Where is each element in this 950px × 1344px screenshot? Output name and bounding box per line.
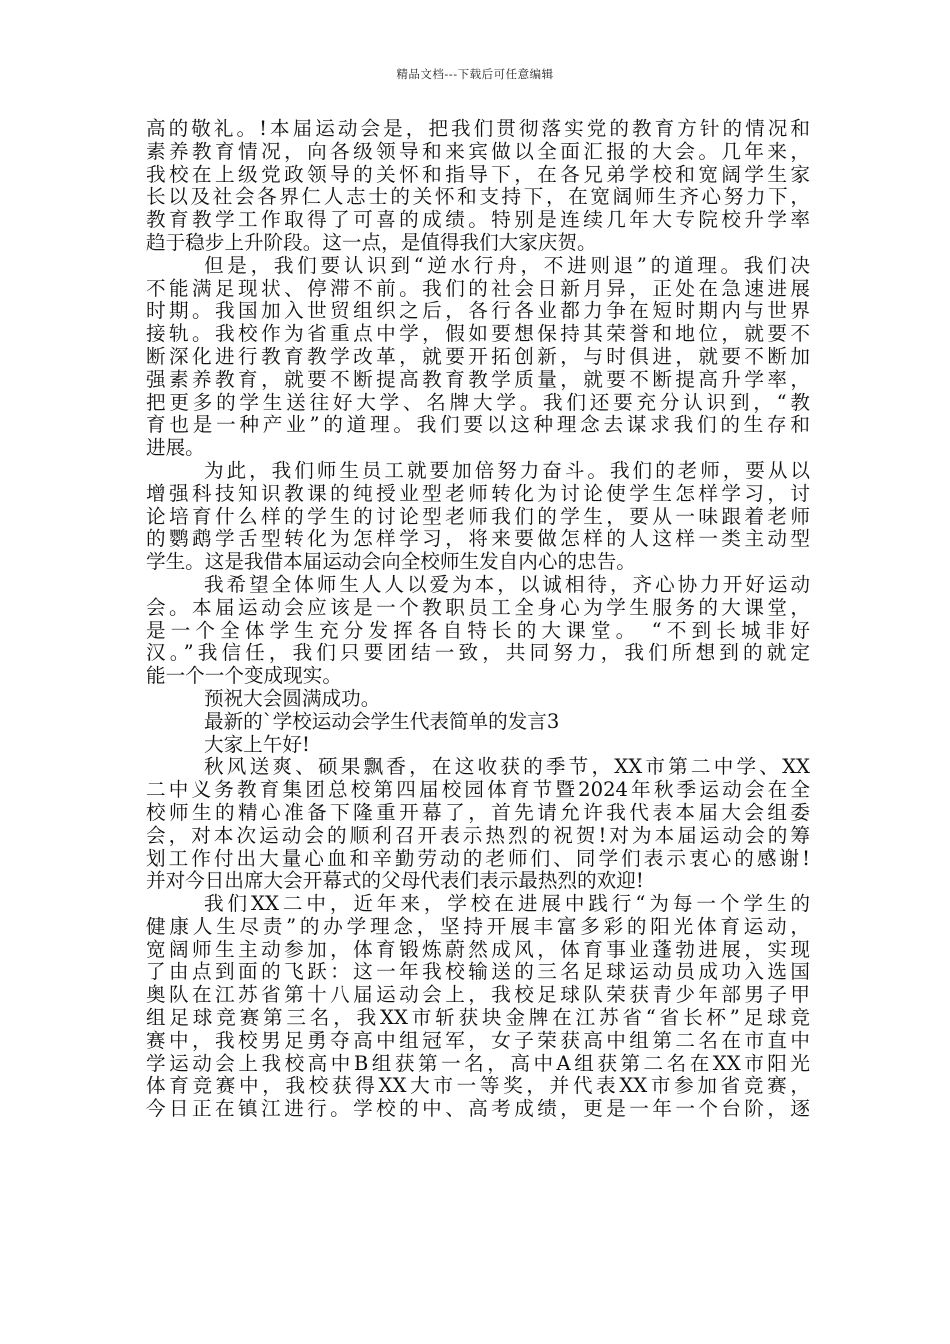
text-line: 并对今日出席大会开幕式的父母代表们表示最热烈的欢迎! — [146, 869, 644, 893]
text-line: 趋于稳步上升阶段。这一点，是值得我们大家庆贺。 — [146, 230, 597, 254]
text-line: 把更多的学生送往好大学、名牌大学。我们还要充分认识到，“教 — [146, 390, 810, 414]
text-line: 接轨。我校作为省重点中学，假如要想保持其荣誉和地位，就要不 — [146, 322, 810, 346]
text-line: 进展。 — [146, 436, 205, 460]
text-line: 为此，我们师生员工就要加倍努力奋斗。我们的老师，要从以 — [204, 458, 810, 482]
text-line: 能一个一个变成现实。 — [146, 664, 342, 688]
text-line: 高的敬礼。!本届运动会是，把我们贯彻落实党的教育方针的情况和 — [146, 117, 810, 140]
text-line: 奥队在江苏省第十八届运动会上，我校足球队荣获青少年部男子甲 — [146, 983, 810, 1007]
text-line: 划工作付出大量心血和辛勤劳动的老师们、同学们表示衷心的感谢! — [146, 846, 810, 870]
text-line: 最新的`学校运动会学生代表简单的发言3 — [204, 709, 560, 733]
text-line: 宽阔师生主动参加，体育锻炼蔚然成风，体育事业蓬勃进展，实现 — [146, 937, 810, 961]
text-line: 学运动会上我校高中B组获第一名，高中A组获第二名在XX市阳光 — [146, 1051, 810, 1075]
text-line: 预祝大会圆满成功。 — [204, 686, 381, 710]
text-line: 长以及社会各界仁人志士的关怀和支持下，在宽阔师生齐心努力下， — [146, 185, 810, 209]
text-line: 论培育什么样的学生的讨论型老师我们的学生，要从一味跟着老师 — [146, 504, 810, 528]
text-line: 我校在上级党政领导的关怀和指导下，在各兄弟学校和宽阔学生家 — [146, 162, 810, 186]
text-line: 育也是一种产业”的道理。我们要以这种理念去谋求我们的生存和 — [146, 413, 810, 437]
page-header: 精品文档---下载后可任意编辑 — [396, 67, 554, 81]
text-line: 赛中，我校男足勇夺高中组冠军，女子荣获高中组第二名在市直中 — [146, 1028, 810, 1052]
text-line: 素养教育情况，向各级领导和来宾做以全面汇报的大会。几年来， — [146, 139, 810, 163]
text-line: 体育竞赛中，我校获得XX大市一等奖，并代表XX市参加省竞赛， — [146, 1074, 810, 1098]
document-body — [146, 118, 810, 1121]
text-line: 健康人生尽责”的办学理念，坚持开展丰富多彩的阳光体育运动， — [146, 914, 810, 938]
text-line: 强素养教育，就要不断提高教育教学质量，就要不断提高升学率， — [146, 367, 810, 391]
text-line: 但是，我们要认识到“逆水行舟，不进则退”的道理。我们决 — [204, 253, 810, 277]
text-line: 大家上午好! — [204, 732, 310, 756]
text-line: 学生。这是我借本届运动会向全校师生发自内心的忠告。 — [146, 550, 636, 574]
text-line: 我希望全体师生人人以爱为本，以诚相待，齐心协力开好运动 — [204, 572, 810, 596]
text-line: 断深化进行教育教学改革，就要开拓创新，与时俱进，就要不断加 — [146, 344, 810, 368]
text-line: 我们XX二中，近年来，学校在进展中践行“为每一个学生的 — [204, 892, 810, 916]
text-line: 校师生的精心准备下隆重开幕了，首先请允许我代表本届大会组委 — [146, 800, 810, 824]
text-line: 会。本届运动会应该是一个教职员工全身心为学生服务的大课堂， — [146, 595, 810, 619]
text-line: 会，对本次运动会的顺利召开表示热烈的祝贺!对为本届运动会的筹 — [146, 823, 810, 847]
text-line: 时期。我国加入世贸组织之后，各行各业都力争在短时期内与世界 — [146, 299, 810, 323]
text-line: 不能满足现状、停滞不前。我们的社会日新月异，正处在急速进展 — [146, 276, 810, 300]
text-line: 教育教学工作取得了可喜的成绩。特别是连续几年大专院校升学率 — [146, 208, 810, 232]
text-line: 二中义务教育集团总校第四届校园体育节暨2024年秋季运动会在全 — [146, 778, 810, 802]
text-line: 是一个全体学生充分发挥各自特长的大课堂。 “不到长城非好 — [146, 618, 810, 642]
text-line: 组足球竞赛第三名，我XX市斩获块金牌在江苏省“省长杯”足球竞 — [146, 1006, 810, 1030]
text-line: 了由点到面的飞跃：这一年我校输送的三名足球运动员成功入选国 — [146, 960, 810, 984]
text-line: 今日正在镇江进行。学校的中、高考成绩，更是一年一个台阶，逐 — [146, 1097, 810, 1121]
text-line: 增强科技知识教课的纯授业型老师转化为讨论使学生怎样学习，讨 — [146, 481, 810, 505]
text-line: 汉。”我信任，我们只要团结一致，共同努力，我们所想到的就定 — [146, 641, 810, 665]
text-line: 的鹦鹉学舌型转化为怎样学习，将来要做怎样的人这样一类主动型 — [146, 527, 810, 551]
text-line: 秋风送爽、硕果飘香，在这收获的季节，XX市第二中学、XX — [204, 755, 810, 779]
